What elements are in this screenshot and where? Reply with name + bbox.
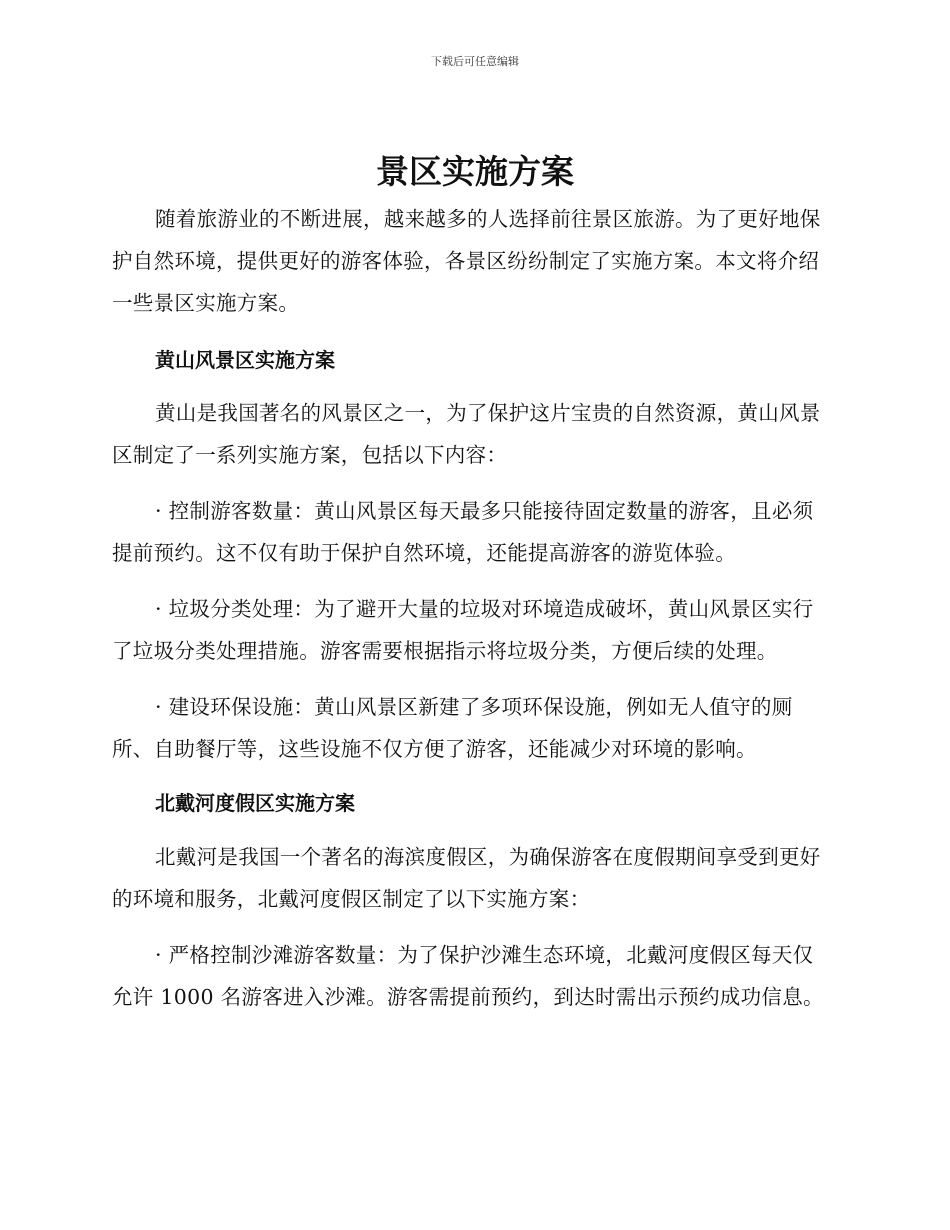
header-note: 下载后可任意编辑	[431, 55, 519, 68]
section-intro-beidaihe: 北戴河是我国一个著名的海滨度假区，为确保游客在度假期间享受到更好的环境和服务，北戴河度假区制定了以下实施方案：	[112, 845, 821, 911]
section-heading-beidaihe: 北戴河度假区实施方案	[155, 791, 355, 815]
section-heading-huangshan: 黄山风景区实施方案	[155, 348, 335, 372]
list-item-visitor-control: · 控制游客数量：黄山风景区每天最多只能接待固定数量的游客，且必须提前预约。这不仅有助于保护自然环境，还能提高游客的游览体验。	[112, 499, 814, 565]
document-title: 景区实施方案	[376, 152, 574, 191]
section-intro-huangshan: 黄山是我国著名的风景区之一，为了保护这片宝贵的自然资源，黄山风景区制定了一系列实施方案，包括以下内容：	[112, 401, 821, 467]
list-item-beach-control: · 严格控制沙滩游客数量：为了保护沙滩生态环境，北戴河度假区每天仅允许 1000 名游客进入沙滩。游客需提前预约，到达时需出示预约成功信息。	[112, 943, 824, 1009]
list-item-waste-sorting: · 垃圾分类处理：为了避开大量的垃圾对环境造成破坏，黄山风景区实行了垃圾分类处理措施。游客需要根据指示将垃圾分类，方便后续的处理。	[112, 597, 814, 663]
list-item-eco-facilities: · 建设环保设施：黄山风景区新建了多项环保设施，例如无人值守的厕所、自助餐厅等，这些设施不仅方便了游客，还能减少对环境的影响。	[112, 695, 793, 761]
intro-paragraph: 随着旅游业的不断进展，越来越多的人选择前往景区旅游。为了更好地保护自然环境，提供更好的游客体验，各景区纷纷制定了实施方案。本文将介绍一些景区实施方案。	[112, 207, 821, 315]
